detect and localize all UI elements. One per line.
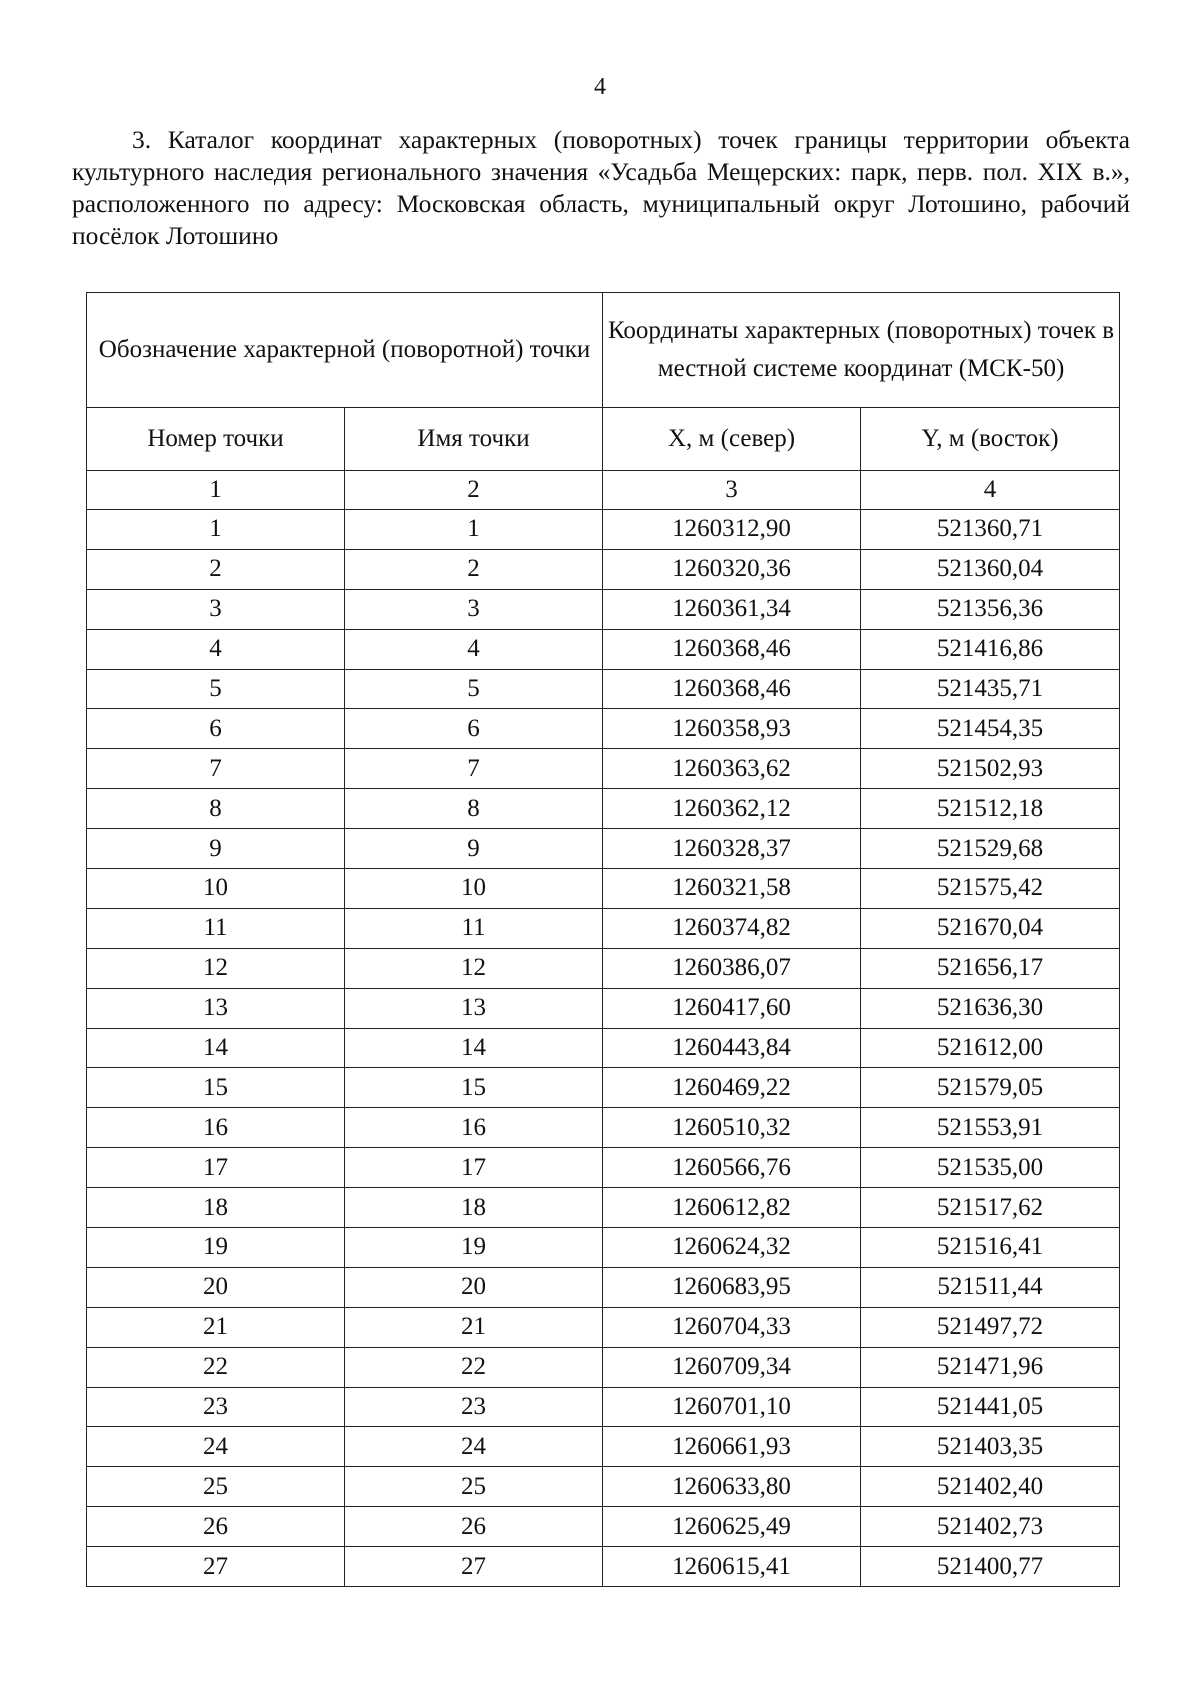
y-coordinate-cell: 521529,68	[861, 829, 1120, 869]
point-name-cell: 25	[345, 1467, 603, 1507]
x-coordinate-cell: 1260417,60	[603, 988, 861, 1028]
table-row	[87, 1307, 1120, 1347]
y-coordinate-cell: 521579,05	[861, 1068, 1120, 1108]
point-number-cell: 2	[87, 549, 345, 589]
point-number-cell: 16	[87, 1108, 345, 1148]
point-number-cell: 23	[87, 1387, 345, 1427]
point-name-cell: 23	[345, 1387, 603, 1427]
table-row	[87, 510, 1120, 550]
table-row	[87, 1347, 1120, 1387]
x-coordinate-cell: 1260328,37	[603, 829, 861, 869]
table-row	[87, 549, 1120, 589]
x-coordinate-cell: 1260469,22	[603, 1068, 861, 1108]
point-name-cell: 19	[345, 1228, 603, 1268]
point-name-cell: 24	[345, 1427, 603, 1467]
point-number-cell: 17	[87, 1148, 345, 1188]
table-row	[87, 1387, 1120, 1427]
y-coordinate-cell: 521360,04	[861, 549, 1120, 589]
point-number-cell: 19	[87, 1228, 345, 1268]
designation-group-header: Обозначение характерной (поворотной) точки	[87, 293, 603, 408]
y-coordinate-cell: 521517,62	[861, 1188, 1120, 1228]
x-coordinate-cell: 1260374,82	[603, 908, 861, 948]
point-name-cell: 1	[345, 510, 603, 550]
point-name-cell: 16	[345, 1108, 603, 1148]
y-coordinate-cell: 521416,86	[861, 629, 1120, 669]
y-coordinate-cell: 521656,17	[861, 948, 1120, 988]
y-coordinate-cell: 521402,40	[861, 1467, 1120, 1507]
y-coordinate-cell: 521360,71	[861, 510, 1120, 550]
table-row	[87, 789, 1120, 829]
table-group-header-row	[87, 293, 1120, 408]
point-name-cell: 26	[345, 1507, 603, 1547]
column-header-x: X, м (север)	[603, 408, 861, 471]
point-name-cell: 17	[345, 1148, 603, 1188]
column-header-point-name: Имя точки	[345, 408, 603, 471]
x-coordinate-cell: 1260312,90	[603, 510, 861, 550]
table-row	[87, 1068, 1120, 1108]
table-row	[87, 1108, 1120, 1148]
y-coordinate-cell: 521402,73	[861, 1507, 1120, 1547]
x-coordinate-cell: 1260510,32	[603, 1108, 861, 1148]
table-row	[87, 1148, 1120, 1188]
coordinates-table	[86, 292, 1120, 1587]
x-coordinate-cell: 1260566,76	[603, 1148, 861, 1188]
point-number-cell: 5	[87, 669, 345, 709]
y-coordinate-cell: 521553,91	[861, 1108, 1120, 1148]
point-number-cell: 13	[87, 988, 345, 1028]
column-number: 3	[603, 471, 861, 510]
point-name-cell: 11	[345, 908, 603, 948]
table-row	[87, 629, 1120, 669]
y-coordinate-cell: 521400,77	[861, 1547, 1120, 1587]
x-coordinate-cell: 1260368,46	[603, 629, 861, 669]
x-coordinate-cell: 1260625,49	[603, 1507, 861, 1547]
point-number-cell: 7	[87, 749, 345, 789]
point-number-cell: 8	[87, 789, 345, 829]
y-coordinate-cell: 521435,71	[861, 669, 1120, 709]
x-coordinate-cell: 1260709,34	[603, 1347, 861, 1387]
x-coordinate-cell: 1260704,33	[603, 1307, 861, 1347]
point-name-cell: 5	[345, 669, 603, 709]
point-number-cell: 26	[87, 1507, 345, 1547]
y-coordinate-cell: 521502,93	[861, 749, 1120, 789]
x-coordinate-cell: 1260358,93	[603, 709, 861, 749]
table-row	[87, 829, 1120, 869]
x-coordinate-cell: 1260701,10	[603, 1387, 861, 1427]
x-coordinate-cell: 1260361,34	[603, 589, 861, 629]
point-number-cell: 24	[87, 1427, 345, 1467]
x-coordinate-cell: 1260320,36	[603, 549, 861, 589]
y-coordinate-cell: 521356,36	[861, 589, 1120, 629]
x-coordinate-cell: 1260386,07	[603, 948, 861, 988]
x-coordinate-cell: 1260612,82	[603, 1188, 861, 1228]
table-row	[87, 908, 1120, 948]
point-name-cell: 10	[345, 869, 603, 909]
y-coordinate-cell: 521441,05	[861, 1387, 1120, 1427]
y-coordinate-cell: 521575,42	[861, 869, 1120, 909]
point-number-cell: 3	[87, 589, 345, 629]
y-coordinate-cell: 521471,96	[861, 1347, 1120, 1387]
point-name-cell: 2	[345, 549, 603, 589]
page-number: 4	[594, 74, 606, 100]
table-row	[87, 1427, 1120, 1467]
table-row	[87, 669, 1120, 709]
table-row	[87, 1228, 1120, 1268]
column-number: 1	[87, 471, 345, 510]
table-row	[87, 1267, 1120, 1307]
table-row	[87, 1547, 1120, 1587]
point-number-cell: 25	[87, 1467, 345, 1507]
catalog-intro-paragraph: 3. Каталог координат характерных (поворотных) точек границы территории объекта культурного наследия регионального значения «Усадьба Мещерских: парк, перв. пол. XIX в.», расположенного по адресу: Московская область, муниципальный округ Лотошино, рабочий посёлок Лотошино	[72, 125, 1130, 250]
y-coordinate-cell: 521511,44	[861, 1267, 1120, 1307]
table-row	[87, 1467, 1120, 1507]
point-name-cell: 9	[345, 829, 603, 869]
column-header-point-number: Номер точки	[87, 408, 345, 471]
point-name-cell: 21	[345, 1307, 603, 1347]
x-coordinate-cell: 1260321,58	[603, 869, 861, 909]
coordinates-group-header: Координаты характерных (поворотных) точек в местной системе координат (МСК-50)	[603, 293, 1120, 408]
table-row	[87, 988, 1120, 1028]
x-coordinate-cell: 1260624,32	[603, 1228, 861, 1268]
point-name-cell: 20	[345, 1267, 603, 1307]
point-name-cell: 15	[345, 1068, 603, 1108]
table-row	[87, 1028, 1120, 1068]
y-coordinate-cell: 521516,41	[861, 1228, 1120, 1268]
x-coordinate-cell: 1260683,95	[603, 1267, 861, 1307]
x-coordinate-cell: 1260615,41	[603, 1547, 861, 1587]
y-coordinate-cell: 521512,18	[861, 789, 1120, 829]
x-coordinate-cell: 1260363,62	[603, 749, 861, 789]
y-coordinate-cell: 521636,30	[861, 988, 1120, 1028]
point-name-cell: 6	[345, 709, 603, 749]
point-number-cell: 27	[87, 1547, 345, 1587]
point-number-cell: 14	[87, 1028, 345, 1068]
column-number: 2	[345, 471, 603, 510]
table-row	[87, 869, 1120, 909]
table-row	[87, 1188, 1120, 1228]
x-coordinate-cell: 1260368,46	[603, 669, 861, 709]
y-coordinate-cell: 521454,35	[861, 709, 1120, 749]
y-coordinate-cell: 521535,00	[861, 1148, 1120, 1188]
table-column-number-row	[87, 471, 1120, 510]
y-coordinate-cell: 521403,35	[861, 1427, 1120, 1467]
point-number-cell: 22	[87, 1347, 345, 1387]
x-coordinate-cell: 1260443,84	[603, 1028, 861, 1068]
point-number-cell: 15	[87, 1068, 345, 1108]
point-number-cell: 18	[87, 1188, 345, 1228]
point-name-cell: 7	[345, 749, 603, 789]
y-coordinate-cell: 521497,72	[861, 1307, 1120, 1347]
point-name-cell: 8	[345, 789, 603, 829]
point-name-cell: 3	[345, 589, 603, 629]
table-row	[87, 709, 1120, 749]
point-name-cell: 13	[345, 988, 603, 1028]
table-column-header-row	[87, 408, 1120, 471]
point-name-cell: 18	[345, 1188, 603, 1228]
point-name-cell: 4	[345, 629, 603, 669]
point-name-cell: 22	[345, 1347, 603, 1387]
table-row	[87, 1507, 1120, 1547]
point-name-cell: 14	[345, 1028, 603, 1068]
point-name-cell: 12	[345, 948, 603, 988]
column-header-y: Y, м (восток)	[861, 408, 1120, 471]
point-number-cell: 12	[87, 948, 345, 988]
point-number-cell: 9	[87, 829, 345, 869]
column-number: 4	[861, 471, 1120, 510]
point-number-cell: 1	[87, 510, 345, 550]
point-number-cell: 10	[87, 869, 345, 909]
point-number-cell: 11	[87, 908, 345, 948]
x-coordinate-cell: 1260661,93	[603, 1427, 861, 1467]
point-number-cell: 21	[87, 1307, 345, 1347]
point-number-cell: 4	[87, 629, 345, 669]
table-row	[87, 948, 1120, 988]
point-name-cell: 27	[345, 1547, 603, 1587]
x-coordinate-cell: 1260633,80	[603, 1467, 861, 1507]
y-coordinate-cell: 521612,00	[861, 1028, 1120, 1068]
x-coordinate-cell: 1260362,12	[603, 789, 861, 829]
point-number-cell: 20	[87, 1267, 345, 1307]
table-row	[87, 589, 1120, 629]
y-coordinate-cell: 521670,04	[861, 908, 1120, 948]
point-number-cell: 6	[87, 709, 345, 749]
table-row	[87, 749, 1120, 789]
